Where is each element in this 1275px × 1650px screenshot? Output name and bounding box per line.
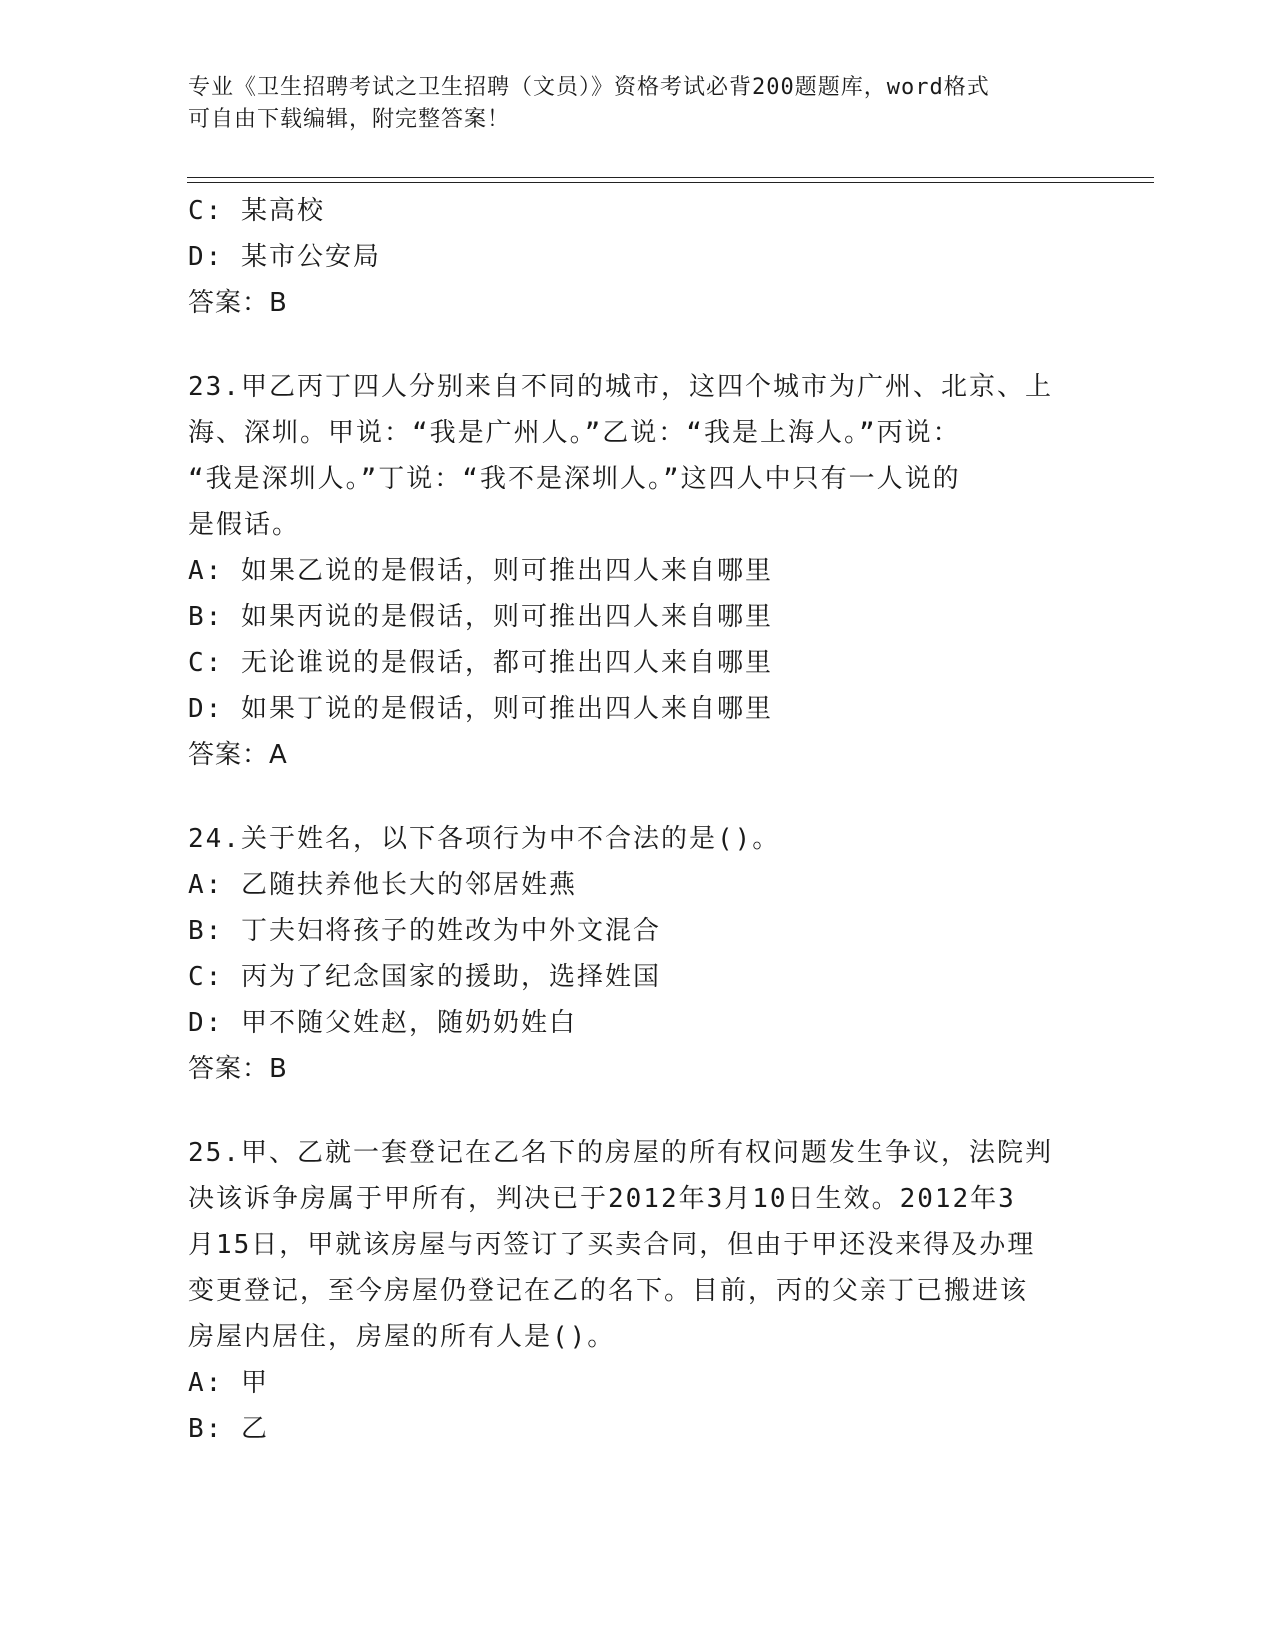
option-label: A: [188, 1368, 224, 1398]
option-c [188, 188, 1088, 234]
option-text: 丙为了纪念国家的援助，选择姓国 [240, 962, 661, 992]
option-text: 如果乙说的是假话，则可推出四人来自哪里 [240, 556, 773, 586]
page-header [188, 72, 1068, 136]
question-25 [188, 1130, 1088, 1452]
option-label: A: [188, 870, 224, 900]
option-label: A: [188, 556, 224, 586]
option-b [188, 1406, 1088, 1452]
question-stem-line: “我是深圳人。”丁说：“我不是深圳人。”这四人中只有一人说的 [188, 464, 961, 494]
header-title-line-1: 专业《卫生招聘考试之卫生招聘（文员）》资格考试必背200题题库，word格式 [188, 75, 990, 100]
option-label: B: [188, 602, 224, 632]
option-a [188, 548, 1088, 594]
question-stem-line: 房屋内居住，房屋的所有人是()。 [188, 1322, 616, 1352]
option-label: C: [188, 648, 224, 678]
answer-line: 答案：B [188, 1054, 288, 1084]
question-22-tail [188, 188, 1088, 326]
option-text: 如果丁说的是假话，则可推出四人来自哪里 [240, 694, 773, 724]
option-label: B: [188, 916, 224, 946]
answer-line: 答案：A [188, 740, 288, 770]
question-stem-line: 月15日，甲就该房屋与丙签订了买卖合同，但由于甲还没来得及办理 [188, 1230, 1036, 1260]
header-divider [187, 177, 1154, 183]
question-stem-line: 是假话。 [188, 510, 301, 540]
option-d [188, 1000, 1088, 1046]
option-b [188, 908, 1088, 954]
option-label: B: [188, 1414, 224, 1444]
option-label: D: [188, 694, 224, 724]
option-text: 甲不随父姓赵，随奶奶姓白 [240, 1008, 577, 1038]
question-24 [188, 816, 1088, 1092]
header-title-line-2: 可自由下载编辑，附完整答案！ [188, 107, 511, 132]
question-content [188, 188, 1088, 1452]
option-label: C: [188, 962, 224, 992]
option-label: D: [188, 1008, 224, 1038]
question-stem-line: 25.甲、乙就一套登记在乙名下的房屋的所有权问题发生争议，法院判 [188, 1138, 1053, 1168]
question-stem-line: 23.甲乙丙丁四人分别来自不同的城市，这四个城市为广州、北京、上 [188, 372, 1053, 402]
option-label: D: [188, 242, 224, 272]
question-23 [188, 364, 1088, 778]
option-b [188, 594, 1088, 640]
option-text: 某高校 [240, 196, 325, 226]
question-stem-line: 24.关于姓名，以下各项行为中不合法的是()。 [188, 824, 781, 854]
option-c [188, 954, 1088, 1000]
option-text: 乙 [240, 1414, 269, 1444]
option-text: 某市公安局 [240, 242, 381, 272]
option-text: 甲 [240, 1368, 269, 1398]
option-a [188, 1360, 1088, 1406]
option-text: 无论谁说的是假话，都可推出四人来自哪里 [240, 648, 773, 678]
option-c [188, 640, 1088, 686]
question-stem-line: 决该诉争房属于甲所有，判决已于2012年3月10日生效。2012年3 [188, 1184, 1016, 1214]
option-a [188, 862, 1088, 908]
option-label: C: [188, 196, 224, 226]
option-d [188, 234, 1088, 280]
option-text: 如果丙说的是假话，则可推出四人来自哪里 [240, 602, 773, 632]
option-text: 乙随扶养他长大的邻居姓燕 [240, 870, 577, 900]
question-stem-line: 海、深圳。甲说：“我是广州人。”乙说：“我是上海人。”丙说： [188, 418, 961, 448]
answer-line: 答案：B [188, 288, 288, 318]
option-text: 丁夫妇将孩子的姓改为中外文混合 [240, 916, 661, 946]
question-stem-line: 变更登记，至今房屋仍登记在乙的名下。目前，丙的父亲丁已搬进该 [188, 1276, 1029, 1306]
option-d [188, 686, 1088, 732]
